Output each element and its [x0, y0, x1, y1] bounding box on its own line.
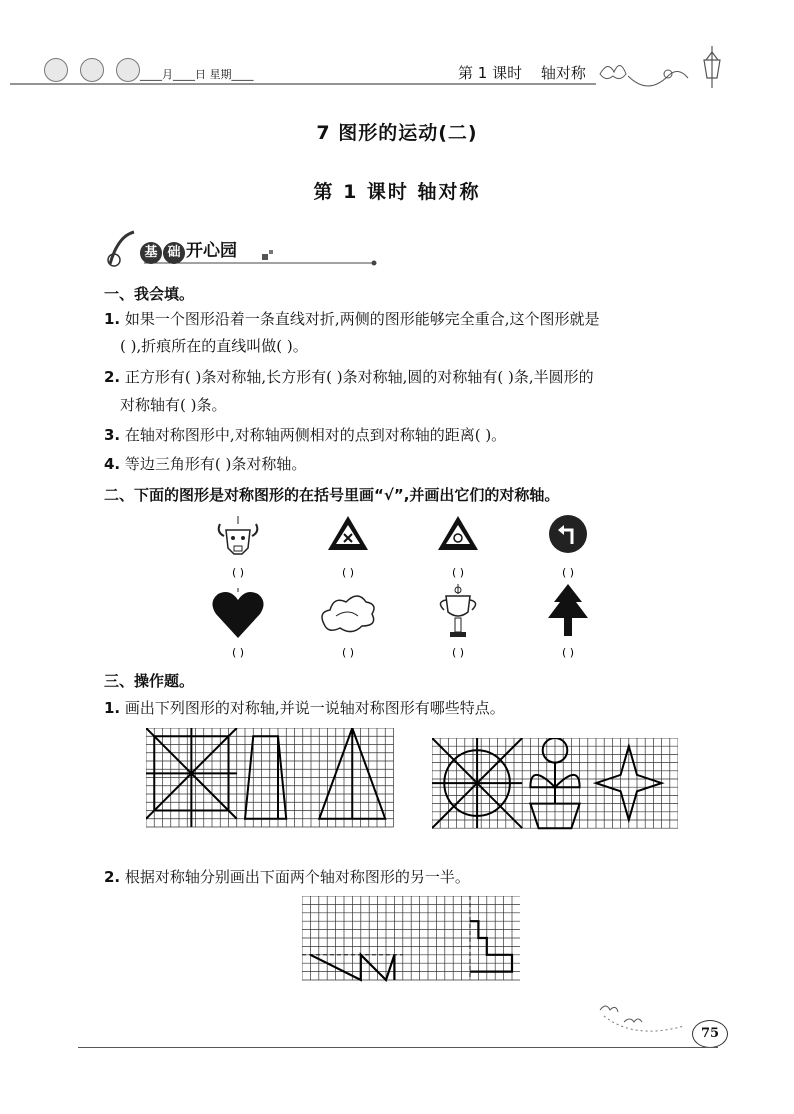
section3-title: 三、操作题。 [104, 672, 195, 690]
footer-decoration [594, 1000, 694, 1040]
date-line: ____月____日 星期____ [140, 68, 254, 81]
grid-figures-right[interactable] [432, 738, 678, 830]
answer-paren[interactable]: ( ) [451, 646, 465, 659]
warning-x-icon[interactable] [328, 516, 368, 550]
answer-paren[interactable]: ( ) [341, 646, 355, 659]
footer-rule [78, 1047, 718, 1048]
ox-head-icon[interactable] [219, 516, 258, 554]
answer-paren[interactable]: ( ) [561, 646, 575, 659]
question-1-2: 2. 正方形有( )条对称轴,长方形有( )条对称轴,圆的对称轴有( )条,半圆形的 [104, 368, 594, 386]
cloud-shape-icon[interactable] [322, 596, 374, 632]
lesson-title: 第 1 课时 轴对称 [313, 181, 481, 203]
question-1-3: 3. 在轴对称图形中,对称轴两侧相对的点到对称轴的距离( )。 [104, 426, 507, 444]
header-lesson [458, 62, 600, 83]
question-3-2: 2. 根据对称轴分别画出下面两个轴对称图形的另一半。 [104, 868, 470, 886]
banner-badge: 础 [163, 242, 185, 264]
answer-paren[interactable]: ( ) [341, 566, 355, 579]
trophy-icon[interactable] [440, 584, 475, 637]
page-number: 75 [692, 1020, 728, 1048]
symmetry-figures [200, 510, 600, 670]
header-decoration [0, 0, 794, 92]
banner-title [140, 236, 237, 264]
section2-title: 二、下面的图形是对称图形的在括号里画“√”,并画出它们的对称轴。 [104, 486, 560, 504]
warning-recycle-icon[interactable] [438, 516, 478, 550]
question-1-1: 1. 如果一个图形沿着一条直线对折,两侧的图形能够完全重合,这个图形就是 [104, 310, 600, 328]
answer-paren[interactable]: ( ) [561, 566, 575, 579]
header-lesson-number: 第 1 课时 [458, 64, 523, 82]
question-3-1: 1. 画出下列图形的对称轴,并说一说轴对称图形有哪些特点。 [104, 699, 505, 717]
answer-paren[interactable]: ( ) [231, 566, 245, 579]
question-1-1-line2: ( ),折痕所在的直线叫做( )。 [120, 337, 308, 355]
heart-icon[interactable] [212, 588, 263, 638]
question-1-2-line2: 对称轴有( )条。 [120, 396, 227, 414]
page-header [0, 0, 794, 92]
grid-figures-left[interactable] [146, 728, 394, 830]
header-lesson-title: 轴对称 [540, 64, 586, 82]
question-1-4: 4. 等边三角形有( )条对称轴。 [104, 455, 307, 473]
answer-paren[interactable]: ( ) [451, 566, 465, 579]
chapter-title: 7 图形的运动(二) [316, 122, 478, 144]
banner-badge: 基 [140, 242, 162, 264]
answer-paren[interactable]: ( ) [231, 646, 245, 659]
turn-left-sign-icon[interactable] [549, 515, 587, 553]
brush-icon [110, 232, 134, 264]
tree-icon[interactable] [548, 584, 588, 636]
section1-title: 一、我会填。 [104, 285, 195, 303]
grid-half-figures[interactable] [302, 896, 520, 986]
banner-text: 开心园 [186, 241, 237, 261]
